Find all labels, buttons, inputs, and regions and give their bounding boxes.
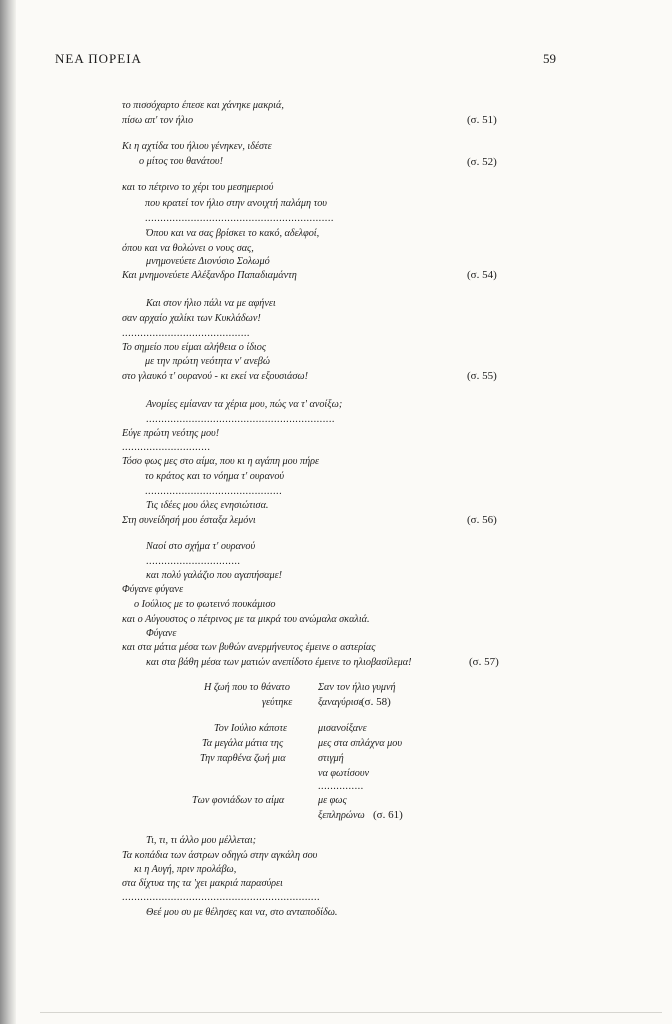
poem-line: Η ζωή που το θάνατο — [204, 682, 290, 693]
poem-line: κι η Αυγή, πριν προλάβω, — [134, 864, 237, 875]
page-reference: (σ. 52) — [467, 156, 497, 168]
poem-line: και πολύ γαλάζιο που αγαπήσαμε! — [146, 570, 283, 581]
poem-line: Σαν τον ήλιο γυμνή — [318, 682, 396, 693]
poem-line: στο γλαυκό τ' ουρανού - κι εκεί να εξουσιάσω! — [122, 371, 308, 382]
poem-line: Ναοί στο σχήμα τ' ουρανού — [146, 541, 256, 552]
ellipsis-line: ............... — [318, 781, 364, 792]
page-reference: (σ. 61) — [373, 809, 403, 821]
ellipsis-line: ................................................................. — [122, 892, 321, 903]
poem-line: ξεπληρώνω — [318, 810, 365, 821]
poem-line: πίσω απ' τον ήλιο — [122, 115, 194, 126]
page-reference: (σ. 51) — [467, 114, 497, 126]
poem-line: Όπου και να σας βρίσκει το κακό, αδελφοί, — [146, 228, 320, 239]
poem-line: που κρατεί τον ήλιο στην ανοιχτή παλάμη του — [145, 198, 327, 209]
poem-line: μες στα σπλάχνα μου — [318, 738, 403, 749]
poem-line: Φύγανε — [146, 628, 177, 639]
poem-line: Τις ιδέες μου όλες ενησιώτισα. — [146, 500, 269, 511]
poem-line: όπου και να θολώνει ο νους σας, — [122, 243, 254, 254]
poem-line: Και μνημονεύετε Αλέξανδρο Παπαδιαμάντη — [122, 270, 297, 281]
poem-line: το πισσόχαρτο έπεσε και χάνηκε μακριά, — [122, 100, 284, 111]
poem-line: Τα κοπάδια των άστρων οδηγώ στην αγκάλη σου — [122, 850, 318, 861]
poem-line: Κι η αχτίδα του ήλιου γένηκεν, ιδέστε — [122, 141, 272, 152]
poem-line: με φως — [318, 795, 347, 806]
ellipsis-line: ............................... — [146, 556, 241, 567]
ellipsis-line: .......................................... — [122, 328, 250, 339]
poem-line: στιγμή — [318, 753, 344, 764]
poem-line: να φωτίσουν — [318, 768, 370, 779]
poem-line: Τα μεγάλα μάτια της — [202, 738, 284, 749]
poem-line: ο Ιούλιος με το φωτεινό πουκάμισο — [134, 599, 276, 610]
poem-line: Των φονιάδων το αίμα — [192, 795, 285, 806]
running-header-title: ΝΕΑ ΠΟΡΕΙΑ — [55, 51, 142, 66]
poem-line: Ανομίες εμίαναν τα χέρια μου, πώς να τ' ανοίξω; — [146, 399, 343, 410]
ellipsis-line: ............................. — [122, 442, 211, 453]
poem-line: μισανοίξανε — [318, 723, 367, 734]
poem-line: και στα μάτια μέσα των βυθών ανερμήνευτος έμεινε ο αστερίας — [122, 642, 376, 653]
poem-line: ο μίτος του θανάτου! — [139, 156, 223, 167]
book-spine-shadow — [0, 0, 16, 1024]
poem-line: Τι, τι, τι άλλο μου μέλλεται; — [146, 835, 257, 846]
poem-line: με την πρώτη νεότητα ν' ανεβώ — [145, 356, 270, 367]
page-reference: (σ. 55) — [467, 370, 497, 382]
page-reference: (σ. 56) — [467, 514, 497, 526]
poem-line: ξαναγύρισε — [318, 697, 363, 708]
page-bottom-edge — [40, 1012, 662, 1013]
poem-line: Τόσο φως μες στο αίμα, που κι η αγάπη μου πήρε — [122, 456, 320, 467]
page-reference: (σ. 54) — [467, 269, 497, 281]
poem-line: και το πέτρινο το χέρι του μεσημεριού — [122, 182, 274, 193]
ellipsis-line: .............................................................. — [145, 213, 334, 224]
ellipsis-line: .............................................................. — [146, 414, 335, 425]
poem-line: Εύγε πρώτη νεότης μου! — [122, 428, 220, 439]
poem-line: και στα βάθη μέσα των ματιών ανεπίδοτο έμεινε το ηλιοβασίλεμα! — [146, 657, 412, 668]
poem-line: Θεέ μου συ με θέλησες και να, στο ανταποδίδω. — [146, 907, 338, 918]
page-number: 59 — [543, 51, 556, 66]
poem-line: γεύτηκε — [262, 697, 293, 708]
poem-line: Και στον ήλιο πάλι να με αφήνει — [146, 298, 276, 309]
page-reference: (σ. 57) — [469, 656, 499, 668]
poem-line: το κράτος και το νόημα τ' ουρανού — [145, 471, 285, 482]
poem-line: Στη συνείδησή μου έσταξα λεμόνι — [122, 515, 256, 526]
poem-line: Την παρθένα ζωή μια — [200, 753, 286, 764]
ellipsis-line: ............................................. — [145, 486, 283, 497]
poem-line: στα δίχτυα της τα 'χει μακριά παρασύρει — [122, 878, 283, 889]
page-reference: (σ. 58) — [361, 696, 391, 708]
poem-line: μνημονεύετε Διονύσιο Σολωμό — [146, 256, 270, 267]
poem-line: Τον Ιούλιο κάποτε — [214, 723, 288, 734]
poem-line: Φύγανε φύγανε — [122, 584, 184, 595]
poem-line: και ο Αύγουστος ο πέτρινος με τα μικρά του ανώμαλα σκαλιά. — [122, 614, 370, 625]
poem-line: σαν αρχαίο χαλίκι των Κυκλάδων! — [122, 313, 261, 324]
poem-line: Το σημείο που είμαι αλήθεια ο ίδιος — [122, 342, 266, 353]
